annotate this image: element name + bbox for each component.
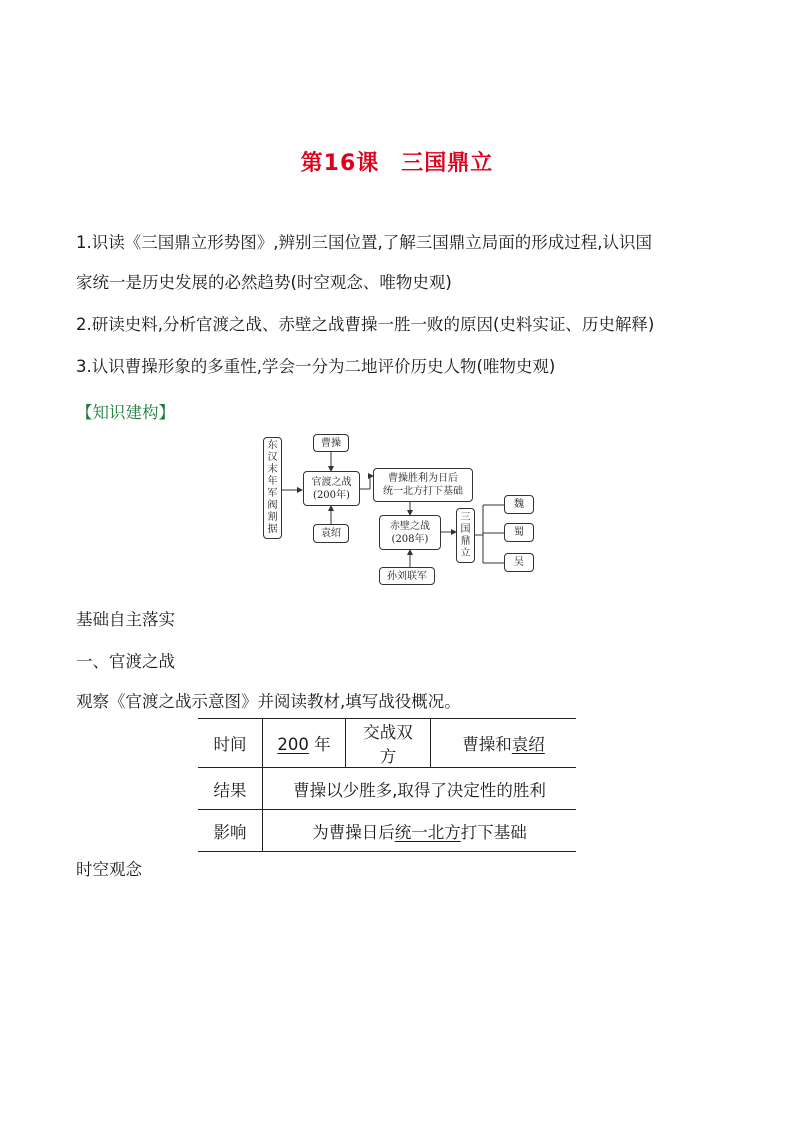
section-one: 一、官渡之战 (76, 652, 175, 671)
footer-label: 时空观念 (76, 860, 142, 879)
impact-value-c: 打下基础 (460, 822, 527, 842)
diagram-box-caocao: 曹操 (313, 434, 349, 452)
chibi-year: (208年) (391, 533, 429, 545)
result-line1: 曹操胜利为日后 (388, 473, 458, 484)
lesson-name: 三国鼎立 (401, 151, 494, 176)
impact-value-a: 为曹操日后 (312, 822, 395, 842)
sides-value-b: 袁绍 (511, 735, 545, 754)
guandu-year: (200年) (313, 489, 350, 501)
objective-2: 2.研读史料,分析官渡之战、赤壁之战曹操一胜一败的原因(史料实证、历史解释) (76, 315, 655, 334)
section-basic: 基础自主落实 (76, 610, 175, 629)
objective-1-line2: 家统一是历史发展的必然趋势(时空观念、唯物史观) (76, 273, 452, 292)
diagram-box-yuanshao: 袁绍 (313, 524, 349, 543)
diagram-box-sunliu: 孙刘联军 (379, 567, 435, 585)
knowledge-diagram (260, 432, 550, 586)
battle-summary-table (198, 718, 576, 852)
sides-cell (431, 719, 577, 768)
objective-1-line1: 1.识读《三国鼎立形势图》,辨别三国位置,了解三国鼎立局面的形成过程,认识国 (76, 233, 652, 252)
instruction: 观察《官渡之战示意图》并阅读教材,填写战役概况。 (76, 692, 461, 711)
result-label: 结果 (198, 768, 263, 810)
diagram-box-shu: 蜀 (504, 523, 534, 542)
table-row (198, 810, 576, 852)
diagram-box-guandu (303, 471, 360, 506)
time-unit: 年 (314, 735, 331, 754)
sides-value-a: 曹操和 (462, 735, 512, 754)
table-row (198, 768, 576, 810)
impact-cell (263, 810, 577, 852)
diagram-box-wei: 魏 (504, 495, 534, 514)
impact-label: 影响 (198, 810, 263, 852)
objective-3: 3.认识曹操形象的多重性,学会一分为二地评价历史人物(唯物史观) (76, 357, 556, 376)
result-line2: 统一北方打下基础 (383, 486, 463, 497)
time-label: 时间 (198, 719, 263, 768)
diagram-box-warlords: 东汉末年军阀割据 (263, 437, 282, 539)
guandu-label: 官渡之战 (311, 476, 352, 488)
diagram-box-sanguo: 三国鼎立 (456, 508, 475, 563)
lesson-number: 第16课 (300, 151, 380, 176)
result-value: 曹操以少胜多,取得了决定性的胜利 (263, 768, 577, 810)
diagram-box-result (373, 468, 473, 502)
sides-label: 交战双方 (346, 719, 431, 768)
diagram-box-chibi (379, 515, 441, 550)
table-row (198, 719, 576, 768)
chibi-label: 赤壁之战 (390, 520, 430, 532)
diagram-box-wu: 吴 (504, 553, 534, 572)
page-title (0, 146, 794, 177)
impact-value-b: 统一北方 (394, 822, 461, 842)
time-cell (263, 719, 346, 768)
time-value: 200 (277, 735, 309, 754)
knowledge-header: 【知识建构】 (76, 403, 175, 422)
